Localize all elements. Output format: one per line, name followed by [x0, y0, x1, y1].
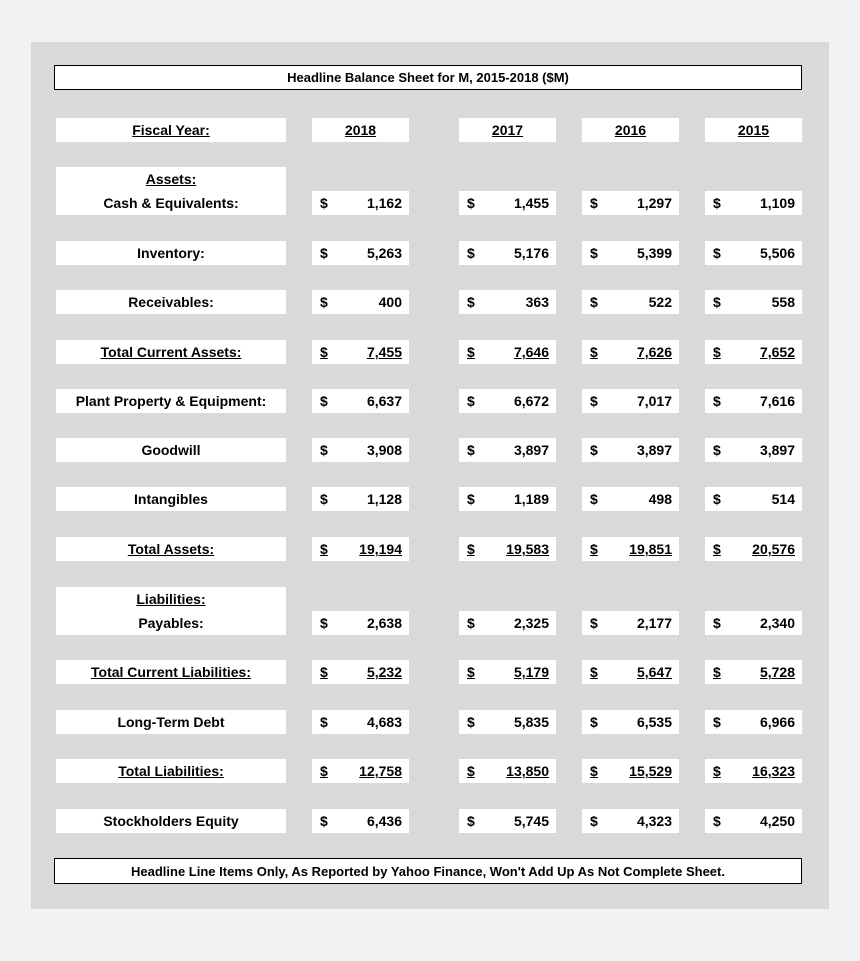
value-cell-2017 [459, 290, 556, 314]
assets-section-heading: Assets: [56, 167, 286, 191]
value-cell-2018 [312, 241, 409, 265]
currency-symbol: $ [320, 813, 328, 829]
value-cell-2018 [312, 537, 409, 561]
value-cell-2016 [582, 487, 679, 511]
amount: 5,835 [513, 714, 549, 730]
currency-symbol: $ [467, 393, 475, 409]
value-cell-2015 [705, 438, 802, 462]
amount: 5,263 [366, 245, 402, 261]
amount: 20,576 [752, 541, 795, 557]
currency-symbol: $ [320, 664, 328, 680]
value-cell-2015 [705, 537, 802, 561]
currency-symbol: $ [467, 714, 475, 730]
value-cell-2016 [582, 611, 679, 635]
amount: 6,672 [513, 393, 549, 409]
value-cell-2017 [459, 611, 556, 635]
value-cell-2017 [459, 660, 556, 684]
value-cell-2015 [705, 389, 802, 413]
balance-sheet-panel [31, 42, 829, 909]
value-cell-2018 [312, 759, 409, 783]
value-cell-2015 [705, 191, 802, 215]
year-header-2018: 2018 [312, 118, 409, 142]
amount: 5,176 [513, 245, 549, 261]
amount: 1,455 [513, 195, 549, 211]
currency-symbol: $ [467, 491, 475, 507]
row-label: Intangibles [56, 487, 286, 511]
currency-symbol: $ [713, 491, 721, 507]
currency-symbol: $ [713, 615, 721, 631]
currency-symbol: $ [467, 344, 475, 360]
value-cell-2015 [705, 487, 802, 511]
year-header-2016: 2016 [582, 118, 679, 142]
value-cell-2016 [582, 191, 679, 215]
currency-symbol: $ [320, 491, 328, 507]
currency-symbol: $ [590, 393, 598, 409]
currency-symbol: $ [320, 714, 328, 730]
value-cell-2016 [582, 809, 679, 833]
currency-symbol: $ [320, 195, 328, 211]
currency-symbol: $ [467, 664, 475, 680]
value-cell-2018 [312, 611, 409, 635]
currency-symbol: $ [467, 763, 475, 779]
value-cell-2016 [582, 290, 679, 314]
currency-symbol: $ [590, 615, 598, 631]
value-cell-2017 [459, 710, 556, 734]
amount: 1,162 [366, 195, 402, 211]
currency-symbol: $ [320, 294, 328, 310]
currency-symbol: $ [467, 615, 475, 631]
row-label: Long-Term Debt [56, 710, 286, 734]
amount: 2,340 [759, 615, 795, 631]
value-cell-2016 [582, 241, 679, 265]
value-cell-2017 [459, 487, 556, 511]
currency-symbol: $ [713, 813, 721, 829]
value-cell-2018 [312, 290, 409, 314]
value-cell-2017 [459, 809, 556, 833]
value-cell-2016 [582, 438, 679, 462]
value-cell-2016 [582, 389, 679, 413]
value-cell-2018 [312, 487, 409, 511]
value-cell-2017 [459, 759, 556, 783]
amount: 13,850 [506, 763, 549, 779]
amount: 4,323 [636, 813, 672, 829]
value-cell-2015 [705, 710, 802, 734]
currency-symbol: $ [320, 615, 328, 631]
value-cell-2017 [459, 537, 556, 561]
amount: 4,683 [366, 714, 402, 730]
value-cell-2015 [705, 611, 802, 635]
amount: 6,966 [759, 714, 795, 730]
amount: 3,897 [513, 442, 549, 458]
amount: 1,109 [759, 195, 795, 211]
amount: 5,728 [759, 664, 795, 680]
amount: 4,250 [759, 813, 795, 829]
row-label: Payables: [56, 611, 286, 635]
amount: 7,646 [513, 344, 549, 360]
row-label: Total Liabilities: [56, 759, 286, 783]
amount: 6,535 [636, 714, 672, 730]
amount: 558 [771, 294, 795, 310]
currency-symbol: $ [467, 245, 475, 261]
amount: 3,897 [759, 442, 795, 458]
amount: 7,017 [636, 393, 672, 409]
footer-note: Headline Line Items Only, As Reported by Yahoo Finance, Won't Add Up As Not Complete Sheet. [54, 858, 802, 884]
currency-symbol: $ [713, 294, 721, 310]
value-cell-2016 [582, 537, 679, 561]
currency-symbol: $ [713, 714, 721, 730]
currency-symbol: $ [467, 541, 475, 557]
currency-symbol: $ [590, 294, 598, 310]
currency-symbol: $ [713, 442, 721, 458]
amount: 1,128 [366, 491, 402, 507]
amount: 7,455 [366, 344, 402, 360]
currency-symbol: $ [590, 664, 598, 680]
amount: 7,652 [759, 344, 795, 360]
amount: 5,399 [636, 245, 672, 261]
value-cell-2015 [705, 809, 802, 833]
amount: 5,506 [759, 245, 795, 261]
year-header-2015: 2015 [705, 118, 802, 142]
currency-symbol: $ [320, 763, 328, 779]
currency-symbol: $ [320, 245, 328, 261]
row-label: Total Current Liabilities: [56, 660, 286, 684]
row-label: Plant Property & Equipment: [56, 389, 286, 413]
currency-symbol: $ [590, 541, 598, 557]
amount: 19,194 [359, 541, 402, 557]
currency-symbol: $ [713, 763, 721, 779]
amount: 7,616 [759, 393, 795, 409]
value-cell-2018 [312, 340, 409, 364]
amount: 3,908 [366, 442, 402, 458]
currency-symbol: $ [320, 541, 328, 557]
amount: 5,647 [636, 664, 672, 680]
amount: 498 [648, 491, 672, 507]
value-cell-2018 [312, 710, 409, 734]
currency-symbol: $ [467, 813, 475, 829]
currency-symbol: $ [713, 393, 721, 409]
amount: 522 [648, 294, 672, 310]
amount: 363 [525, 294, 549, 310]
value-cell-2016 [582, 660, 679, 684]
amount: 2,177 [636, 615, 672, 631]
currency-symbol: $ [467, 442, 475, 458]
currency-symbol: $ [590, 491, 598, 507]
currency-symbol: $ [713, 541, 721, 557]
year-header-2017: 2017 [459, 118, 556, 142]
row-label: Receivables: [56, 290, 286, 314]
value-cell-2017 [459, 241, 556, 265]
row-label: Goodwill [56, 438, 286, 462]
value-cell-2017 [459, 191, 556, 215]
amount: 5,232 [366, 664, 402, 680]
currency-symbol: $ [320, 442, 328, 458]
amount: 2,325 [513, 615, 549, 631]
currency-symbol: $ [590, 442, 598, 458]
amount: 19,583 [506, 541, 549, 557]
value-cell-2018 [312, 809, 409, 833]
row-label: Inventory: [56, 241, 286, 265]
value-cell-2015 [705, 241, 802, 265]
currency-symbol: $ [590, 714, 598, 730]
fiscal-year-label: Fiscal Year: [56, 118, 286, 142]
currency-symbol: $ [590, 763, 598, 779]
sheet-title: Headline Balance Sheet for M, 2015-2018 ($M) [54, 65, 802, 90]
currency-symbol: $ [320, 344, 328, 360]
amount: 7,626 [636, 344, 672, 360]
value-cell-2016 [582, 759, 679, 783]
row-label: Total Current Assets: [56, 340, 286, 364]
value-cell-2016 [582, 710, 679, 734]
currency-symbol: $ [713, 195, 721, 211]
value-cell-2018 [312, 438, 409, 462]
currency-symbol: $ [590, 245, 598, 261]
currency-symbol: $ [590, 813, 598, 829]
value-cell-2018 [312, 389, 409, 413]
amount: 19,851 [629, 541, 672, 557]
value-cell-2016 [582, 340, 679, 364]
currency-symbol: $ [713, 344, 721, 360]
value-cell-2018 [312, 191, 409, 215]
currency-symbol: $ [713, 245, 721, 261]
value-cell-2017 [459, 438, 556, 462]
currency-symbol: $ [320, 393, 328, 409]
amount: 6,637 [366, 393, 402, 409]
amount: 5,745 [513, 813, 549, 829]
amount: 1,189 [513, 491, 549, 507]
liabilities-section-heading: Liabilities: [56, 587, 286, 611]
value-cell-2015 [705, 759, 802, 783]
amount: 12,758 [359, 763, 402, 779]
currency-symbol: $ [590, 195, 598, 211]
amount: 1,297 [636, 195, 672, 211]
currency-symbol: $ [713, 664, 721, 680]
value-cell-2015 [705, 340, 802, 364]
amount: 514 [771, 491, 795, 507]
value-cell-2017 [459, 340, 556, 364]
currency-symbol: $ [467, 195, 475, 211]
value-cell-2015 [705, 660, 802, 684]
row-label: Total Assets: [56, 537, 286, 561]
row-label: Stockholders Equity [56, 809, 286, 833]
currency-symbol: $ [467, 294, 475, 310]
value-cell-2015 [705, 290, 802, 314]
currency-symbol: $ [590, 344, 598, 360]
row-label: Cash & Equivalents: [56, 191, 286, 215]
amount: 6,436 [366, 813, 402, 829]
amount: 2,638 [366, 615, 402, 631]
amount: 5,179 [513, 664, 549, 680]
amount: 400 [378, 294, 402, 310]
value-cell-2017 [459, 389, 556, 413]
amount: 16,323 [752, 763, 795, 779]
amount: 15,529 [629, 763, 672, 779]
value-cell-2018 [312, 660, 409, 684]
amount: 3,897 [636, 442, 672, 458]
